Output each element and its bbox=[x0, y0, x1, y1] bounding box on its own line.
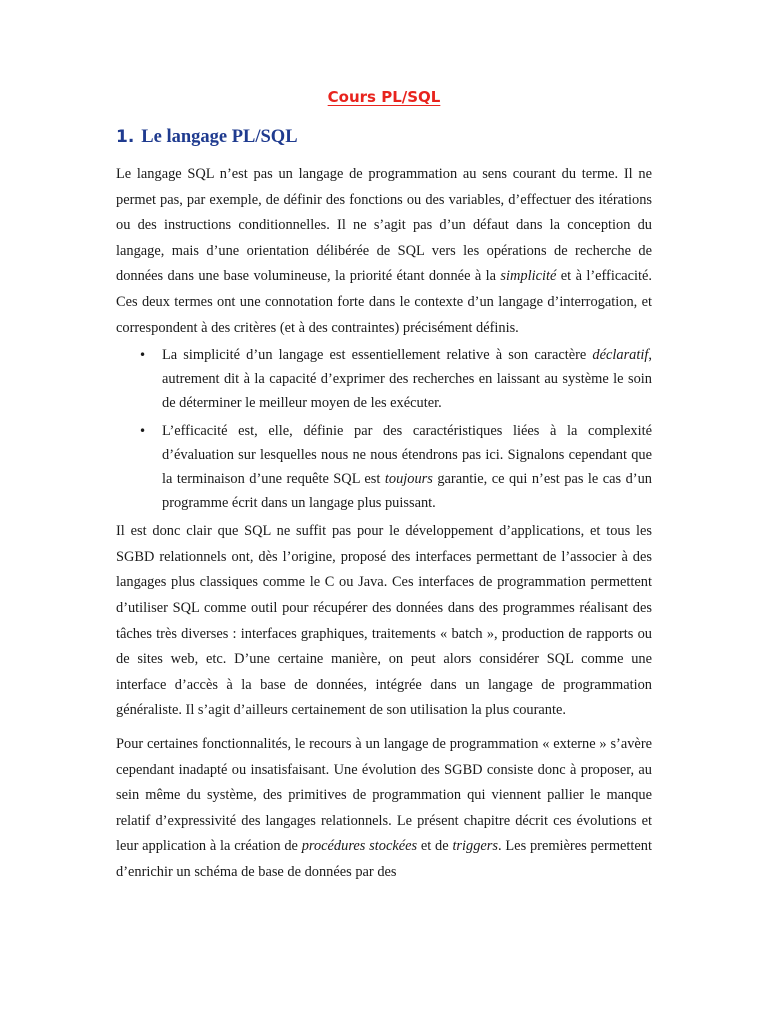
bullet-text-b: garantie, ce qui n’est pas le cas d’un programme écrit dans un langage plus puissant. bbox=[162, 471, 652, 512]
bullet-marker: • bbox=[139, 348, 147, 363]
bullet-marker: • bbox=[139, 424, 147, 439]
bullet-item-simplicity bbox=[116, 343, 652, 415]
bullet-emphasis: toujours bbox=[384, 471, 433, 488]
document-title: Cours PL/SQL bbox=[327, 88, 441, 106]
bullet-text-a: L’efficacité est, elle, définie par des caractéristiques liées à la complexité d’évaluation sur lesquelles nous ne nous étendrons pas ici. Signalons cependant que la terminaison d’une requête SQL est bbox=[162, 423, 652, 488]
paragraph-evolutions-emphasis-procedures: procédures stockées bbox=[301, 838, 418, 855]
section-number: 1. bbox=[116, 127, 135, 147]
paragraph-evolutions-emphasis-triggers: triggers bbox=[452, 838, 499, 855]
paragraph-intro-text-a: Le langage SQL n’est pas un langage de programmation au sens courant du terme. Il ne permet pas, par exemple, de définir des fonctions ou des variables, d’effectuer des itérations ou des instructions conditionnelles. Il ne s’agit pas d’un défaut dans la conception du langage, mais d’une orientation délibérée de SQL vers les opérations de recherche de données dans une base volumineuse, la priorité étant donnée à la bbox=[116, 166, 652, 285]
paragraph-evolutions-text-a: Pour certaines fonctionnalités, le recours à un langage de programmation « externe » s’avère cependant inadapté ou insatisfaisant. Une évolution des SGBD consiste donc à proposer, au sein même du système, des primitives de programmation qui viennent pallier le manque relatif d’expressivité des langages relationnels. Le présent chapitre décrit ces évolutions et leur application à la création de bbox=[116, 735, 652, 855]
bullet-emphasis: déclaratif bbox=[592, 347, 649, 364]
paragraph-evolutions-text-b: et de bbox=[417, 838, 453, 855]
section-heading bbox=[116, 127, 298, 148]
bullet-item-efficiency bbox=[116, 419, 652, 515]
paragraph-evolutions bbox=[116, 732, 652, 886]
paragraph-intro-text-b: et à l’efficacité. Ces deux termes ont une connotation forte dans le contexte d’un langage d’interrogation, et correspondent à des critères (et à des contraintes) précisément définis. bbox=[116, 268, 652, 336]
paragraph-intro-emphasis: simplicité bbox=[500, 268, 557, 285]
section-title: Le langage PL/SQL bbox=[141, 127, 298, 147]
paragraph-applications: Il est donc clair que SQL ne suffit pas pour le développement d’applications, et tous les SGBD relationnels ont, dès l’origine, proposé des interfaces permettant de l’associer à des langages plus classiques comme le C ou Java. Ces interfaces de programmation permettent d’utiliser SQL comme outil pour récupérer des données dans des programmes réalisant des tâches très diverses : interfaces graphiques, traitements « batch », production de rapports ou de sites web, etc. D’une certaine manière, on peut alors considérer SQL comme une interface d’accès à la base de données, intégrée dans un langage de programmation généraliste. Il s’agit d’ailleurs certainement de son utilisation la plus courante. bbox=[116, 523, 652, 719]
body-text bbox=[116, 162, 652, 885]
paragraph-intro bbox=[116, 162, 652, 341]
bullet-list bbox=[116, 343, 652, 515]
paragraph-evolutions-text-c: . Les premières permettent d’enrichir un schéma de base de données par des bbox=[116, 838, 653, 880]
bullet-text-a: La simplicité d’un langage est essentiellement relative à son caractère bbox=[162, 347, 593, 364]
bullet-text-b: , autrement dit à la capacité d’exprimer des recherches en laissant au système le soin de déterminer le meilleur moyen de les exécuter. bbox=[162, 347, 652, 412]
